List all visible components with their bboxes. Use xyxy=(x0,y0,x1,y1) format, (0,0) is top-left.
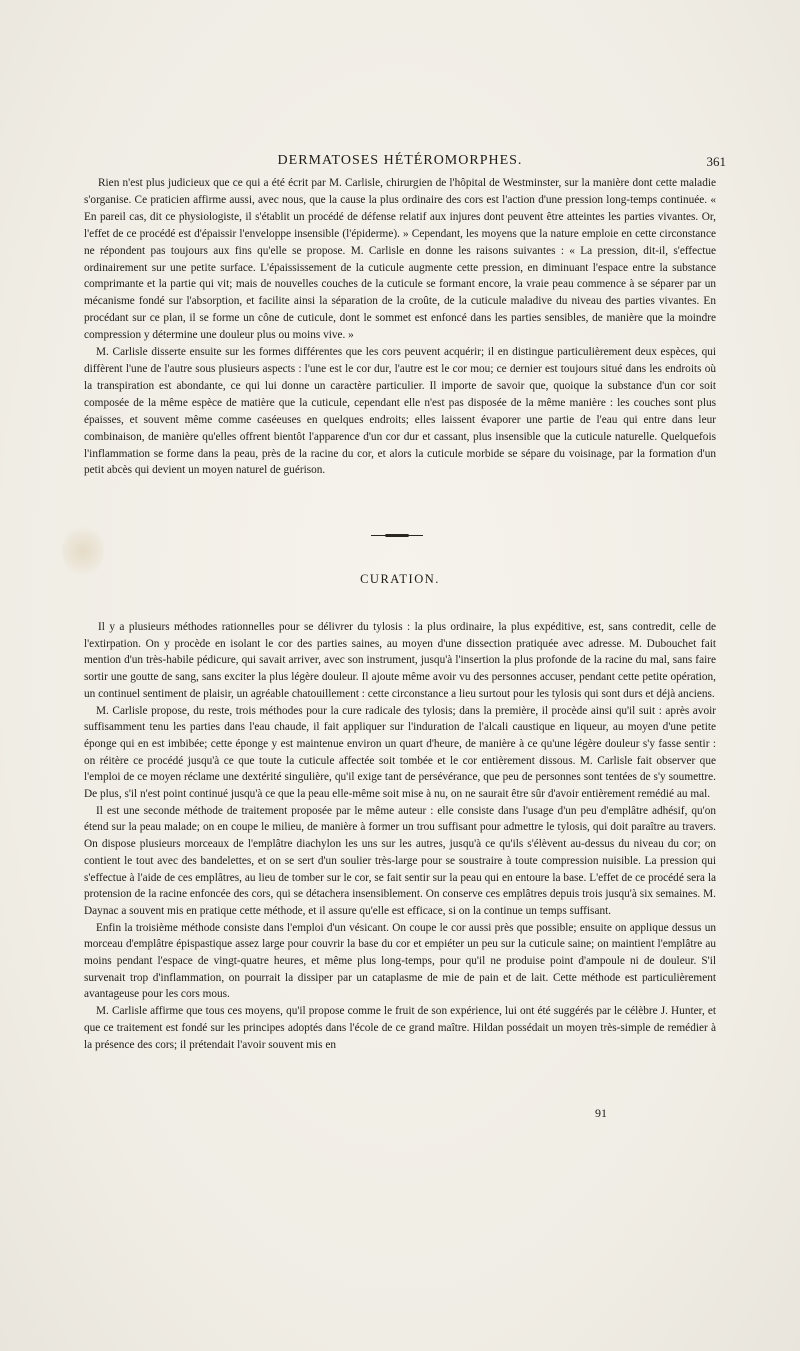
paragraph: M. Carlisle affirme que tous ces moyens, qu'il propose comme le fruit de son expérience, lui ont été suggérés par le célèbre J. Hunter, et que ce traitement est fondé sur les principes adoptés dans l'école de ce grand maître. Hildan possédait un moyen très-simple de remédier à la présence des cors; il prétendait l'avoir souvent mis en xyxy=(84,1005,716,1051)
section-divider xyxy=(371,535,423,536)
running-header xyxy=(84,153,726,173)
paragraph: M. Carlisle disserte ensuite sur les formes différentes que les cors peuvent acquérir; il en distingue particulièrement deux espèces, qui diffèrent l'une de l'autre sous plusieurs aspects : l'une est le cor dur, l'autre est le cor mou; ce dernier est toujours situé dans les endroits où la transpiration est abondante, ce qui lui donne un caractère particulier. Il importe de savoir que, quoique la substance d'un cor soit composée de la même espèce de matière que la cuticule, cependant elle n'est pas disposée de la même manière : les couches sont plus épaisses, et souvent même comme caséeuses en quelques endroits; elles laissent évaporer une partie de l'eau qui entre dans leur combinaison, de manière qu'elles offrent bientôt l'apparence d'un cor dur et cassant, plus insensible que la cuticule naturelle. Quelquefois l'inflammation se forme dans la peau, près de la racine du cor, et alors la cuticule morbide se sépare du voisinage, par la formation d'un petit abcès qui devient un moyen naturel de guérison. xyxy=(84,346,716,477)
paragraph: Il y a plusieurs méthodes rationnelles pour se délivrer du tylosis : la plus ordinaire, la plus expéditive, est, sans contredit, celle de l'extirpation. On y procède en isolant le cor des parties saines, au moyen d'une dissection pratiquée avec adresse. M. Dubouchet fait mention d'un très-habile pédicure, qui savait arriver, avec son instrument, jusqu'à l'insertion la plus profonde de la racine du mal, sans faire sortir une goutte de sang, sans exciter la plus légère douleur. Il ajoute même avoir vu des personnes accuser, pendant cette petite opération, un continuel sentiment de plaisir, un agréable chatouillement : cette circonstance a lieu surtout pour les tylosis qui sont durs et déjà anciens. xyxy=(84,621,716,700)
paragraph: Enfin la troisième méthode consiste dans l'emploi d'un vésicant. On coupe le cor aussi près que possible; ensuite on applique dessus un morceau d'emplâtre épispastique assez large pour couvrir la base du cor et empiéter un peu sur la cuticule saine; on maintient l'emplâtre au moins pendant l'espace de vingt-quatre heures, et même plus long-temps, pour qu'il ne produise point d'ampoule ni de douleur. S'il survenait trop d'inflammation, on pourrait la dissiper par un cataplasme de mie de pain et de lait. Cette méthode est particulièrement avantageuse pour les cors mous. xyxy=(84,921,716,1001)
page-title: DERMATOSES HÉTÉROMORPHES. xyxy=(277,153,523,168)
paragraph: M. Carlisle propose, du reste, trois méthodes pour la cure radicale des tylosis; dans la première, il procède ainsi qu'il suit : après avoir suffisamment tenu les parties dans l'eau chaude, il fait appliquer sur l'induration de l'alcali caustique en liqueur, au moyen d'une petite éponge qui en est imbibée; cette éponge y est maintenue environ un quart d'heure, de manière à ce qu'une légère douleur s'y fasse sentir : on réitère ce procédé jusqu'à ce que toute la cuticule affectée soit tombée et le cor entièrement dissous. M. Carlisle fait observer que l'emploi de ce moyen réclame une dextérité singulière, qu'il exige tant de persévérance, que peu de personnes sont tentées de s'y soumettre. De plus, s'il n'est point continué jusqu'à ce que la peau elle-même soit mise à nu, on ne saurait être sûr d'avoir entièrement remédié au mal. xyxy=(84,704,716,801)
paper-stain xyxy=(62,525,104,577)
paragraph: Il est une seconde méthode de traitement proposée par le même auteur : elle consiste dans l'usage d'un peu d'emplâtre adhésif, qu'on étend sur la peau malade; on en coupe le milieu, de manière à former un trou suffisant pour admettre le tylosis, qui doit paraître au travers. On dispose plusieurs morceaux de l'emplâtre diachylon les uns sur les autres, jusqu'à ce qu'ils s'élèvent au-dessus du niveau du cor; on contient le tout avec des bandelettes, et on se sert d'un soulier très-large pour se soustraire à toute compression nuisible. La pression qui s'effectue à l'aide de ces emplâtres, au lieu de tomber sur le cor, se fait sentir sur la peau qui en entoure la base. L'effet de ce procédé sera la protension de la racine enfoncée des cors, qui se détachera insensiblement. On conserve ces emplâtres depuis trois jusqu'à six semaines. M. Daynac a souvent mis en pratique cette méthode, et il assure qu'elle est efficace, si on la continue un temps suffisant. xyxy=(84,804,716,917)
text-block-intro xyxy=(84,175,716,479)
text-block-curation xyxy=(84,619,716,1053)
signature-mark: 91 xyxy=(595,1106,607,1120)
paragraph: Rien n'est plus judicieux que ce qui a été écrit par M. Carlisle, chirurgien de l'hôpital de Westminster, sur la manière dont cette maladie s'organise. Ce praticien affirme aussi, avec nous, que la cause la plus ordinaire des cors est l'action d'une pression long-temps continuée. « En pareil cas, dit ce physiologiste, il s'établit un procédé de défense relatif aux injures dont peuvent être atteintes les parties vivantes. Or, l'effet de ce procédé est d'épaissir l'enveloppe insensible (l'épiderme). » Cependant, les moyens que la nature emploie en cette circonstance ne répondent pas toujours aux fins qu'elle se propose. M. Carlisle en donne les raisons suivantes : « La pression, dit-il, s'effectue ordinairement sur une petite surface. L'épaississement de la cuticule augmente cette pression, en diminuant l'espace entre la substance comprimante et la partie qui vit; mais de nouvelles couches de la cuticule se formant encore, la vraie peau commence à se séparer par un mécanisme fondé sur l'absorption, et facilite ainsi la séparation de la croûte, de la cuticule maladive du niveau des parties vivantes. En procédant sur ce plan, il se forme un cône de cuticule, dont le sommet est enfoncé dans les parties sensibles, de manière que la moindre compression y détermine une douleur plus ou moins vive. » xyxy=(84,177,716,342)
section-heading: CURATION. xyxy=(360,572,440,586)
page-number: 361 xyxy=(706,154,726,169)
